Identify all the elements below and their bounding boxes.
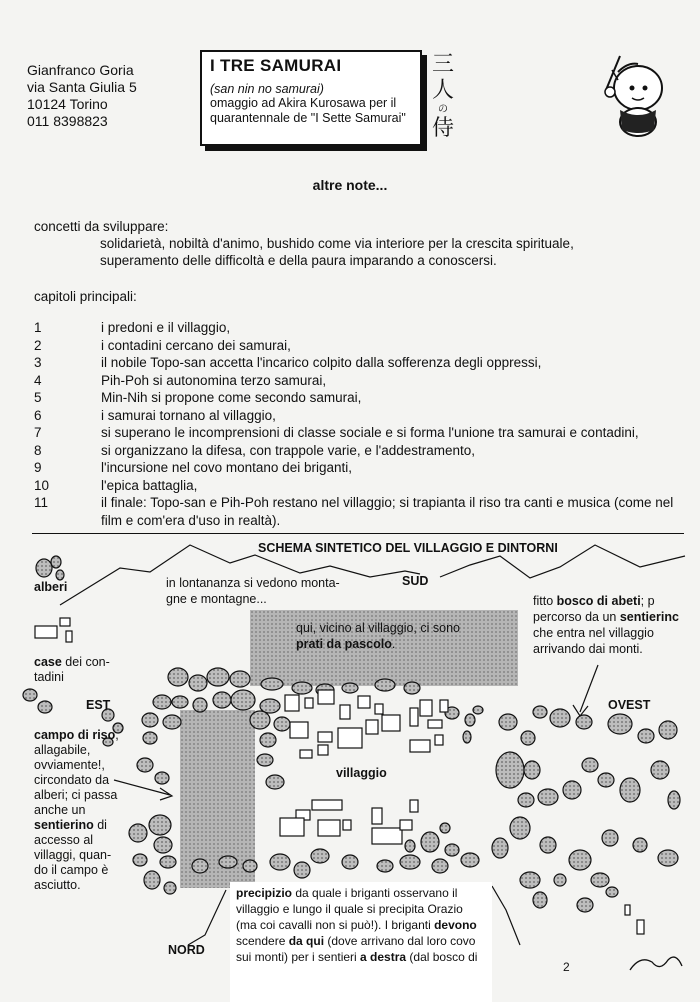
rice-note-line: alberi; ci passa bbox=[34, 788, 118, 802]
concept-line: superamento delle difficoltà e della paura imparando a conoscersi. bbox=[100, 253, 497, 268]
chapter-text: l'incursione nel covo montano dei briganti, bbox=[101, 460, 352, 475]
pasture-note: qui, vicino al villaggio, ci sono bbox=[296, 621, 460, 635]
chapter-number: 3 bbox=[34, 355, 42, 370]
chapter-number: 8 bbox=[34, 442, 42, 458]
houses-label-bold: case bbox=[34, 655, 62, 669]
village-label: villaggio bbox=[336, 766, 387, 780]
rice-note-line: accesso al bbox=[34, 833, 94, 847]
chapter-number: 10 bbox=[34, 477, 50, 493]
chapter-number: 4 bbox=[34, 372, 42, 388]
rice-note-line: asciutto. bbox=[34, 878, 81, 892]
schema-title: SCHEMA SINTETICO DEL VILLAGGIO E DINTORNI bbox=[258, 541, 558, 555]
forest-note bbox=[533, 594, 700, 609]
pasture-note bbox=[296, 637, 395, 652]
kanji-char: の bbox=[438, 104, 448, 115]
rice-note-line bbox=[34, 728, 134, 743]
kanji-title bbox=[428, 52, 458, 142]
compass-south: SUD bbox=[402, 574, 429, 588]
chapter-text: si organizzano la difesa, con trappole varie, e l'addestramento, bbox=[101, 442, 476, 458]
chapter-number: 7 bbox=[34, 425, 42, 440]
title-box bbox=[200, 50, 422, 146]
rice-note-bold: campo di riso bbox=[34, 728, 116, 742]
pasture-note-bold: prati da pascolo bbox=[296, 637, 392, 651]
chapter-text: Min-Nih si propone come secondo samurai, bbox=[101, 390, 362, 405]
forest-note bbox=[533, 610, 700, 625]
kanji-char: 三 bbox=[431, 52, 454, 77]
chapter-text: il nobile Topo-san accetta l'incarico colpito dalla sofferenza degli oppressi, bbox=[101, 355, 542, 370]
chapter-number: 11 bbox=[34, 495, 49, 510]
precipice-bold: precipizio bbox=[236, 886, 293, 900]
precipice-text: (dove arrivano dal loro covo bbox=[324, 934, 476, 948]
rice-note-line: anche un bbox=[34, 803, 86, 817]
pasture-note-end: . bbox=[391, 637, 396, 651]
chapter-number: 9 bbox=[34, 460, 42, 475]
cliff-line bbox=[188, 890, 226, 945]
notes-title: altre note... bbox=[312, 177, 388, 193]
mountains-note: in lontananza si vedono monta- bbox=[166, 576, 340, 590]
forest-note-bold: sentierinc bbox=[619, 610, 679, 624]
forest-note: arrivando dai monti. bbox=[533, 642, 643, 656]
chapter-item bbox=[34, 424, 684, 442]
document-title: I TRE SAMURAI bbox=[210, 56, 342, 75]
chapter-item bbox=[34, 477, 684, 495]
address-line: 011 8398823 bbox=[27, 113, 108, 129]
author-address bbox=[27, 62, 137, 130]
rice-note-line: allagabile, bbox=[34, 743, 91, 757]
rice-note-line: ovviamente!, bbox=[34, 758, 105, 772]
precipice-text: da quale i briganti osservano il bbox=[292, 886, 458, 900]
chapter-item bbox=[34, 389, 684, 407]
document-subtitle: (san nin no samurai) bbox=[210, 82, 324, 96]
page-number: 2 bbox=[563, 960, 570, 974]
house-legend-icon bbox=[35, 618, 72, 642]
forest-note: che entra nel villaggio bbox=[533, 626, 654, 640]
chapter-number: 6 bbox=[34, 407, 42, 423]
mountains-note: gne e montagne... bbox=[166, 592, 267, 606]
rice-note bbox=[34, 728, 134, 893]
chapter-item bbox=[34, 407, 684, 425]
chapter-item bbox=[34, 337, 684, 355]
houses-label-line2: tadini bbox=[34, 670, 64, 684]
signature bbox=[630, 957, 682, 970]
precipice-bold: a destra bbox=[360, 950, 407, 964]
rice-note-bold: sentierino bbox=[34, 818, 94, 832]
rice-note-text: , bbox=[115, 728, 119, 742]
precipice-line bbox=[236, 917, 498, 933]
chapter-item bbox=[34, 372, 684, 390]
houses-label-text: dei con- bbox=[61, 655, 110, 669]
chapter-item bbox=[34, 494, 684, 529]
trees-label: alberi bbox=[34, 580, 68, 594]
address-line: Gianfranco Goria bbox=[27, 62, 134, 78]
precipice-line: villaggio e lungo il quale si precipita Orazio bbox=[236, 902, 463, 916]
rice-note-line: villaggi, quan- bbox=[34, 848, 112, 862]
precipice-text: (ma coi cavalli non si può!). I briganti bbox=[236, 918, 435, 932]
chapter-item bbox=[34, 319, 684, 337]
precipice-text: sui monti) per i sentieri bbox=[236, 950, 361, 964]
forest-note-text: fitto bbox=[533, 594, 557, 608]
rice-note-line: do il campo è bbox=[34, 863, 109, 877]
chapter-text: i contadini cercano dei samurai, bbox=[101, 337, 291, 353]
chapter-text: Pih-Poh si autonomina terzo samurai, bbox=[101, 372, 327, 388]
chapter-text: si superano le incomprensioni di classe sociale e si forma l'unione tra samurai e contadini, bbox=[101, 425, 639, 440]
concept-line: solidarietà, nobiltà d'animo, bushido come via interiore per la crescita spirituale, bbox=[100, 236, 574, 251]
chapter-number: 5 bbox=[34, 390, 42, 405]
kanji-char: 侍 bbox=[431, 116, 454, 141]
rice-note-text: di bbox=[93, 818, 107, 832]
chapter-item bbox=[34, 442, 684, 460]
chapter-text: i predoni e il villaggio, bbox=[101, 320, 231, 335]
chapters-heading: capitoli principali: bbox=[34, 289, 137, 304]
precipice-bold: devono bbox=[434, 918, 477, 932]
compass-west: OVEST bbox=[608, 698, 651, 712]
tree-legend-icon bbox=[36, 556, 64, 580]
precipice-text: scendere bbox=[236, 934, 289, 948]
samurai-mascot-illustration bbox=[598, 50, 670, 140]
chapter-number: 1 bbox=[34, 320, 42, 335]
section-divider bbox=[32, 533, 684, 534]
chapter-item bbox=[34, 459, 684, 477]
rice-note-line: circondato da bbox=[34, 773, 110, 787]
compass-north: NORD bbox=[168, 943, 205, 957]
precipice-line bbox=[236, 885, 498, 901]
arrow-to-forest bbox=[580, 665, 598, 712]
chapter-text: il finale: Topo-san e Pih-Poh restano nel villaggio; si trapianta il riso tra canti e musica (come nel film e com'era d'uso in realtà). bbox=[101, 495, 674, 528]
chapter-text: l'epica battaglia, bbox=[101, 477, 198, 493]
precipice-line bbox=[236, 949, 498, 965]
homage-line: quarantennale de "I Sette Samurai" bbox=[210, 111, 406, 125]
forest-note-bold: bosco di abeti bbox=[556, 594, 641, 608]
chapter-list bbox=[34, 319, 684, 529]
houses-label bbox=[34, 655, 110, 670]
precipice-bold: da qui bbox=[288, 934, 325, 948]
concepts-heading: concetti da sviluppare: bbox=[34, 219, 169, 234]
homage-line: omaggio ad Akira Kurosawa per il bbox=[210, 96, 397, 110]
compass-east: EST bbox=[86, 698, 111, 712]
chapter-item bbox=[34, 354, 684, 372]
precipice-line bbox=[236, 933, 498, 949]
kanji-char: 人 bbox=[431, 78, 454, 103]
address-line: 10124 Torino bbox=[27, 96, 108, 112]
address-line: via Santa Giulia 5 bbox=[27, 79, 137, 95]
chapter-number: 2 bbox=[34, 337, 42, 353]
precipice-note bbox=[236, 885, 498, 965]
precipice-text: (dal bosco di bbox=[406, 950, 478, 964]
forest-note-text: percorso da un bbox=[533, 610, 620, 624]
rice-note-line bbox=[34, 818, 134, 833]
chapter-text: i samurai tornano al villaggio, bbox=[101, 407, 276, 423]
forest-note-text: ; p bbox=[640, 594, 655, 608]
